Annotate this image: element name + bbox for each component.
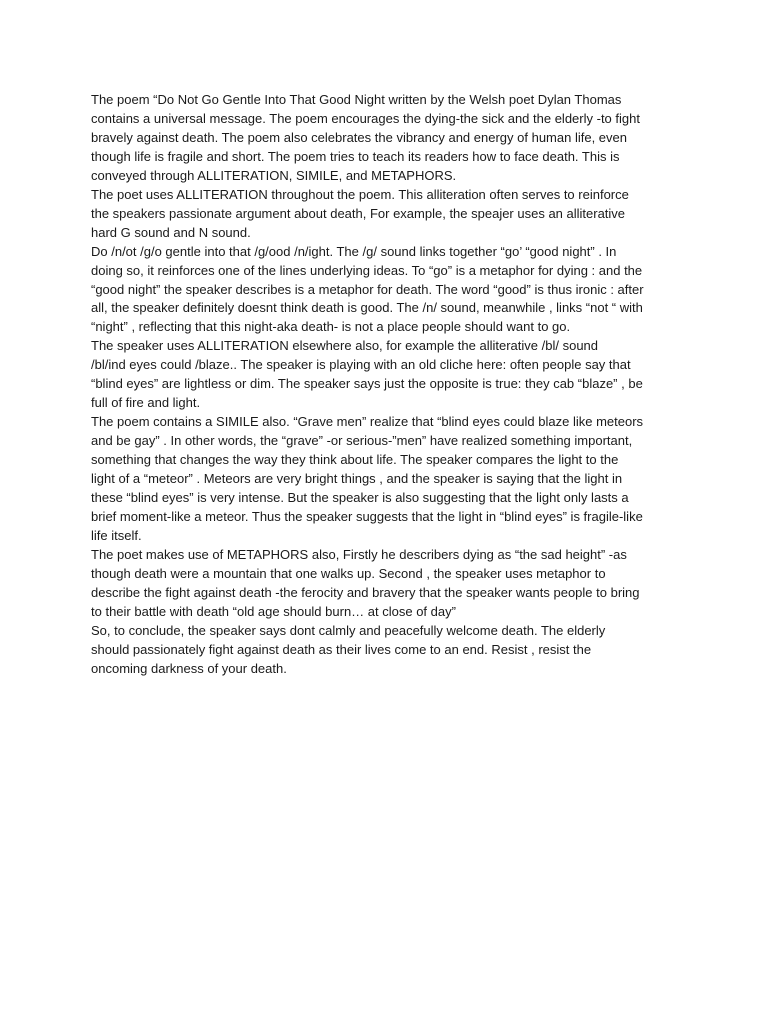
document-body [91,91,691,679]
paragraph-alliteration-bl: The speaker uses ALLITERATION elsewhere also, for example the alliterative /bl/ sound /bl/ind eyes could /blaze.. The speaker is playing with an old cliche here: often people say that “blind eyes” are lightless or dim. The speaker says just the opposite is true: they cab “blaze” , be full of fire and light. [91,338,643,411]
paragraph-conclusion: So, to conclude, the speaker says dont calmly and peacefully welcome death. The elderly should passionately fight against death as their lives come to an end. Resist , resist the oncoming darkness of your death. [91,622,606,676]
paragraph-metaphors: The poet makes use of METAPHORS also, Firstly he describers dying as “the sad height” -as though death were a mountain that one walks up. Second , the speaker uses metaphor to describe the fight against death -the ferocity and bravery that the speaker wants people to bring to their battle with death “old age should burn… at close of day” [91,546,640,619]
paragraph-simile: The poem contains a SIMILE also. “Grave men” realize that “blind eyes could blaze like meteors and be gay” . In other words, the “grave” -or serious-”men” have realized something important, something that changes the way they think about life. The speaker compares the light to the light of a “meteor” . Meteors are very bright things , and the speaker is saying that the light in these “blind eyes” is very intense. But the speaker is also suggesting that the light only lasts a brief moment-like a meteor. Thus the speaker suggests that the light in “blind eyes” is fragile-like life itself. [91,414,644,543]
paragraph-alliteration-intro: The poet uses ALLITERATION throughout the poem. This alliteration often serves to reinforce the speakers passionate argument about death, For example, the speajer uses an alliterative hard G sound and N sound. [91,186,629,240]
paragraph-alliteration-g-n: Do /n/ot /g/o gentle into that /g/ood /n/ight. The /g/ sound links together “go’ “good night” . In doing so, it reinforces one of the lines underlying ideas. To “go” is a metaphor for dying : and the “good night” the speaker describes is a metaphor for death. The word “good” is thus ironic : after all, the speaker definitely doesnt think death is good. The /n/ sound, meanwhile , links “not “ with “night” , reflecting that this night-aka death- is not a place people should want to go. [91,243,644,335]
paragraph-introduction: The poem “Do Not Go Gentle Into That Good Night written by the Welsh poet Dylan Thomas contains a universal message. The poem encourages the dying-the sick and the elderly -to fight bravely against death. The poem also celebrates the vibrancy and energy of human life, even though life is fragile and short. The poem tries to teach its readers how to face death. This is conveyed through ALLITERATION, SIMILE, and METAPHORS. [91,92,640,183]
